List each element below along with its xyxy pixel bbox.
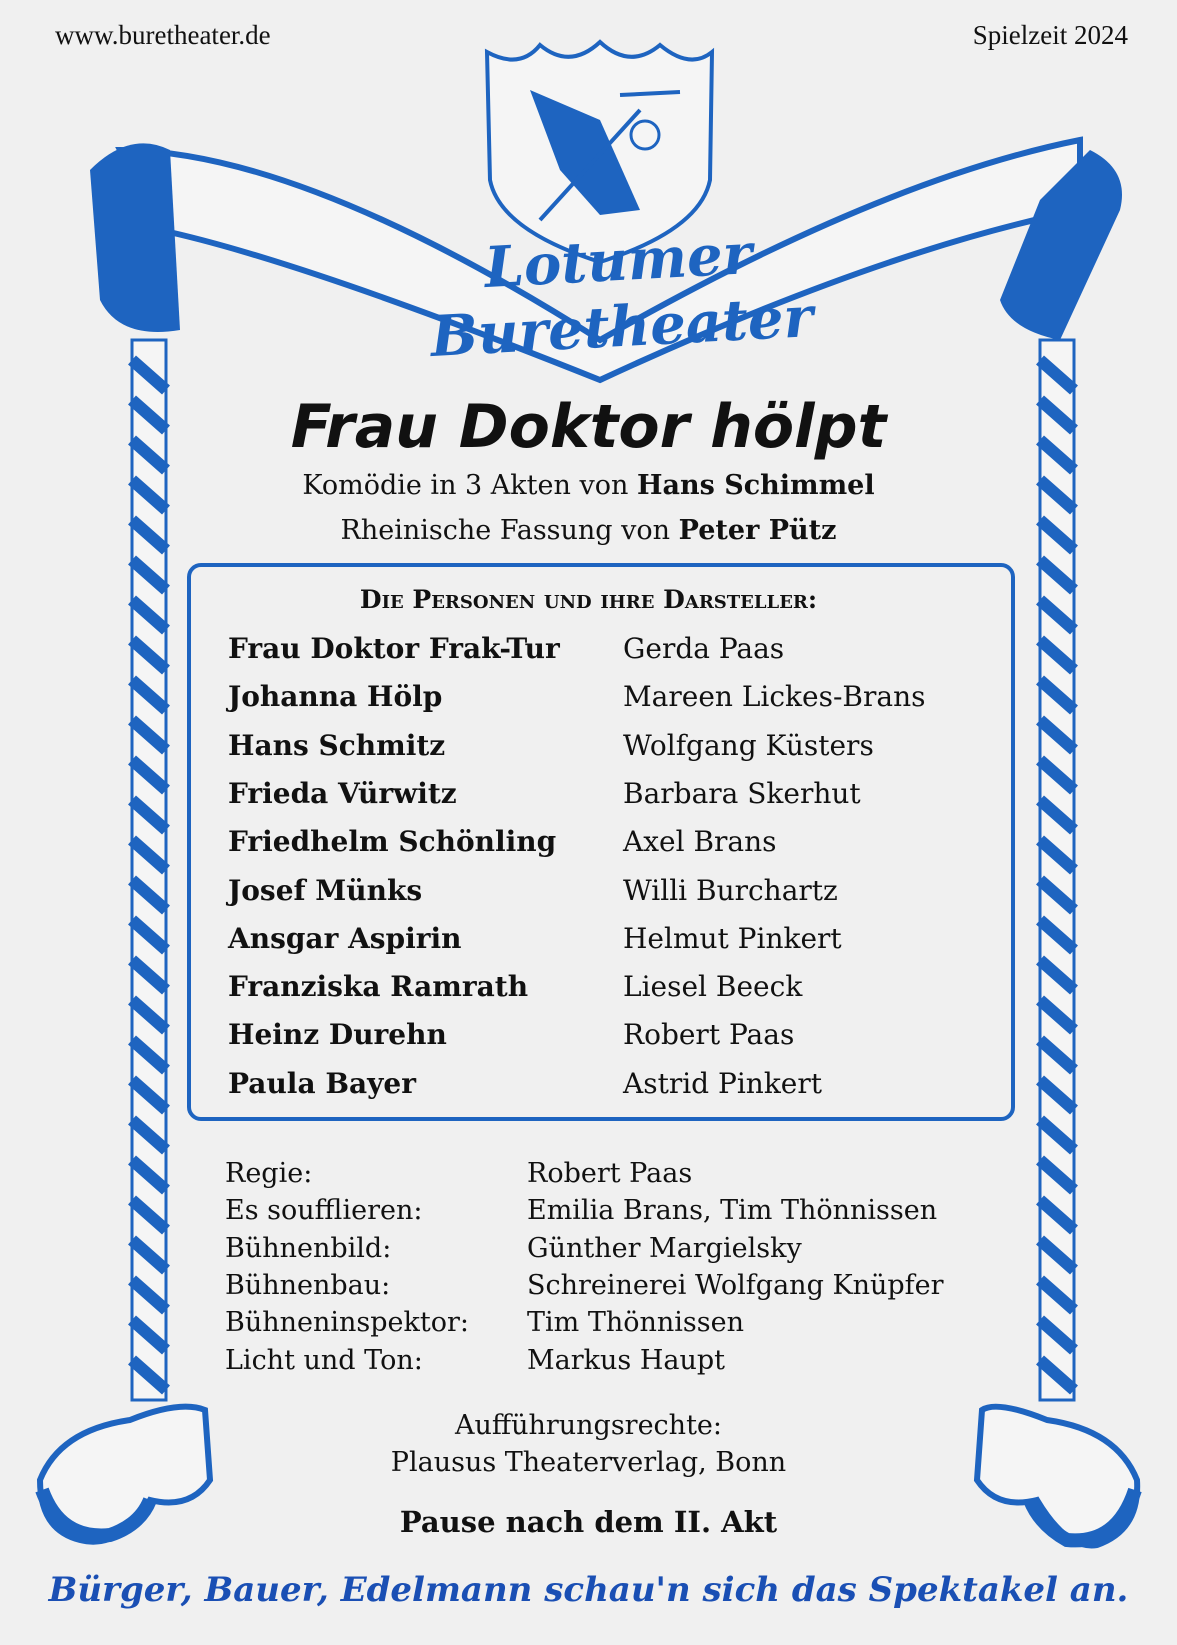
cast-row	[228, 680, 988, 728]
theater-name-logo: Lotumer Buretheater	[428, 221, 815, 370]
cast-actor: Axel Brans	[623, 825, 777, 859]
cast-actor: Barbara Skerhut	[623, 776, 861, 810]
cast-row	[228, 632, 988, 680]
subtitle-prefix: Komödie in 3 Akten von	[302, 470, 629, 501]
cast-row	[228, 922, 988, 970]
cast-role: Paula Bayer	[228, 1066, 416, 1100]
cast-role: Hans Schmitz	[228, 728, 446, 762]
play-adaptation	[0, 515, 1177, 546]
cast-actor: Liesel Beeck	[623, 970, 803, 1004]
cast-actor: Gerda Paas	[623, 632, 785, 665]
cast-actor: Wolfgang Küsters	[623, 728, 874, 762]
cast-row	[228, 970, 988, 1018]
cast-role: Heinz Durehn	[228, 1018, 447, 1052]
cast-actor: Willi Burchartz	[623, 873, 838, 907]
crew-value: Emilia Brans, Tim Thönnissen	[527, 1195, 938, 1227]
adapter-name: Peter Pütz	[678, 515, 837, 546]
cast-role: Friedhelm Schönling	[228, 825, 557, 859]
crew-row	[225, 1345, 985, 1376]
crew-row	[225, 1270, 985, 1301]
play-title: Frau Doktor hölpt	[290, 392, 887, 462]
cast-row	[228, 729, 988, 777]
cast-row	[228, 825, 988, 873]
crew-value: Tim Thönnissen	[527, 1307, 744, 1339]
crew-row	[225, 1158, 985, 1189]
crew-row	[225, 1233, 985, 1264]
cast-row	[228, 777, 988, 825]
cast-role: Franziska Ramrath	[228, 970, 529, 1004]
crew-value: Robert Paas	[527, 1158, 693, 1189]
crew-label: Bühneninspektor:	[225, 1307, 469, 1339]
crew-value: Schreinerei Wolfgang Knüpfer	[527, 1269, 944, 1301]
crew-row	[225, 1195, 985, 1226]
cast-actor: Helmut Pinkert	[623, 921, 842, 955]
crew-label: Es soufflieren:	[225, 1195, 423, 1227]
cast-actor: Robert Paas	[623, 1018, 795, 1052]
cast-actor: Astrid Pinkert	[623, 1066, 823, 1100]
cast-role: Frieda Vürwitz	[228, 776, 457, 810]
motto: Bürger, Bauer, Edelmann schau'n sich das Spektakel an.	[48, 1570, 1129, 1610]
rights-publisher: Plausus Theaterverlag, Bonn	[390, 1447, 787, 1478]
crew-label: Licht und Ton:	[225, 1344, 423, 1376]
crew-label: Regie:	[225, 1158, 313, 1189]
cast-actor: Mareen Lickes-Brans	[623, 680, 926, 714]
rights-label: Aufführungsrechte:	[455, 1410, 722, 1441]
cast-role: Frau Doktor Frak-Tur	[228, 632, 560, 665]
cast-role: Johanna Hölp	[228, 680, 443, 714]
play-subtitle	[0, 470, 1177, 501]
cast-heading: Die Personen und ihre Darsteller:	[359, 585, 818, 614]
cast-row	[228, 1018, 988, 1066]
adaptation-prefix: Rheinische Fassung von	[340, 515, 671, 546]
crew-label: Bühnenbild:	[225, 1232, 392, 1264]
crew-row	[225, 1307, 985, 1338]
crew-value: Markus Haupt	[527, 1344, 726, 1376]
author-name: Hans Schimmel	[636, 470, 875, 501]
crew-label: Bühnenbau:	[225, 1269, 391, 1301]
season-label: Spielzeit 2024	[972, 20, 1128, 50]
cast-role: Ansgar Aspirin	[228, 921, 462, 955]
cast-row	[228, 1067, 988, 1115]
cast-role: Josef Münks	[228, 873, 423, 907]
crew-value: Günther Margielsky	[527, 1232, 802, 1264]
cast-row	[228, 874, 988, 922]
website-url: www.buretheater.de	[55, 20, 271, 50]
intermission-note: Pause nach dem II. Akt	[399, 1505, 778, 1539]
